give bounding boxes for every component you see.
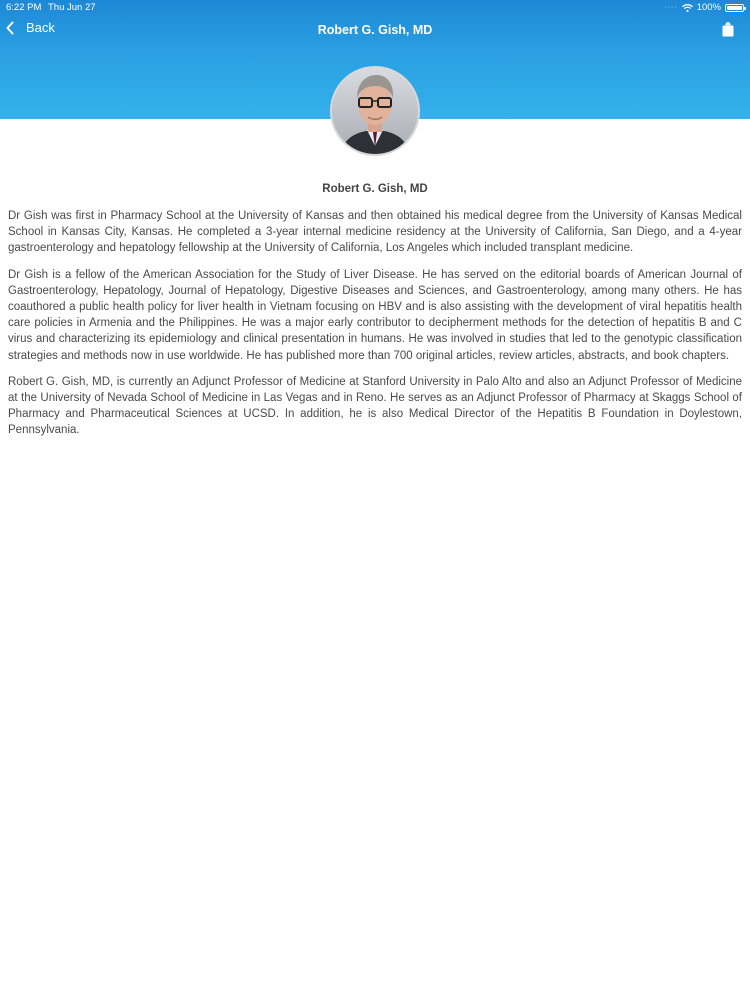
share-icon (722, 22, 734, 37)
bio-content (8, 183, 742, 449)
profile-photo (332, 68, 418, 154)
status-indicators (664, 2, 744, 13)
status-date: Thu Jun 27 (48, 2, 96, 13)
battery-level (727, 6, 742, 10)
navigation-bar (0, 15, 750, 46)
page-title: Robert G. Gish, MD (317, 23, 433, 37)
bio-paragraph: Robert G. Gish, MD, is currently an Adjunct Professor of Medicine at Stanford University in Palo Alto and also an Adjunct Professor of Medicine at the University of Nevada School of Medicine in Las Vegas and in Reno. He serves as an Adjunct Professor of Pharmacy at Skaggs School of Pharmacy and Pharmaceutical Sciences at UCSD. In addition, he is also Medical Director of the Hepatitis B Foundation in Doylestown, Pennsylvania. (8, 375, 742, 437)
status-bar (0, 0, 750, 15)
profile-name: Robert G. Gish, MD (322, 183, 428, 195)
status-time: 6:22 PM (6, 2, 42, 13)
battery-percent: 100% (696, 2, 721, 13)
back-label: Back (26, 20, 55, 35)
share-button[interactable] (722, 22, 734, 42)
wifi-icon (682, 4, 693, 12)
bio-paragraph: Dr Gish was first in Pharmacy School at the University of Kansas and then obtained his medical degree from the University of Kansas Medical School in Kansas City, Kansas. He completed a 3-year internal medicine residency at the University of California, San Diego, and a 4-year gastroenterology and hepatology fellowship at the University of California, Los Angeles which included transplant medicine. (8, 210, 742, 255)
signal-dots-icon: ···· (664, 4, 678, 11)
battery-icon (725, 4, 744, 12)
bio-paragraph: Dr Gish is a fellow of the American Association for the Study of Liver Disease. He has served on the editorial boards of American Journal of Gastroenterology, Hepatology, Journal of Hepatology, Digestive Diseases and Sciences, and Gastroenterology, among many others. He has coauthored a public health policy for liver health in Vietnam focusing on HBV and is also assisting with the development of viral hepatitis health care policies in Armenia and the Philippines. He was a major early contributor to decipherment methods for the detection of hepatitis B and C virus and characterizing its epidemiology and clinical presentation in humans. He was involved in studies that led to the genotypic classification strategies and methods now in use worldwide. He has published more than 700 original articles, review articles, abstracts, and book chapters. (8, 268, 742, 362)
avatar (330, 66, 420, 156)
